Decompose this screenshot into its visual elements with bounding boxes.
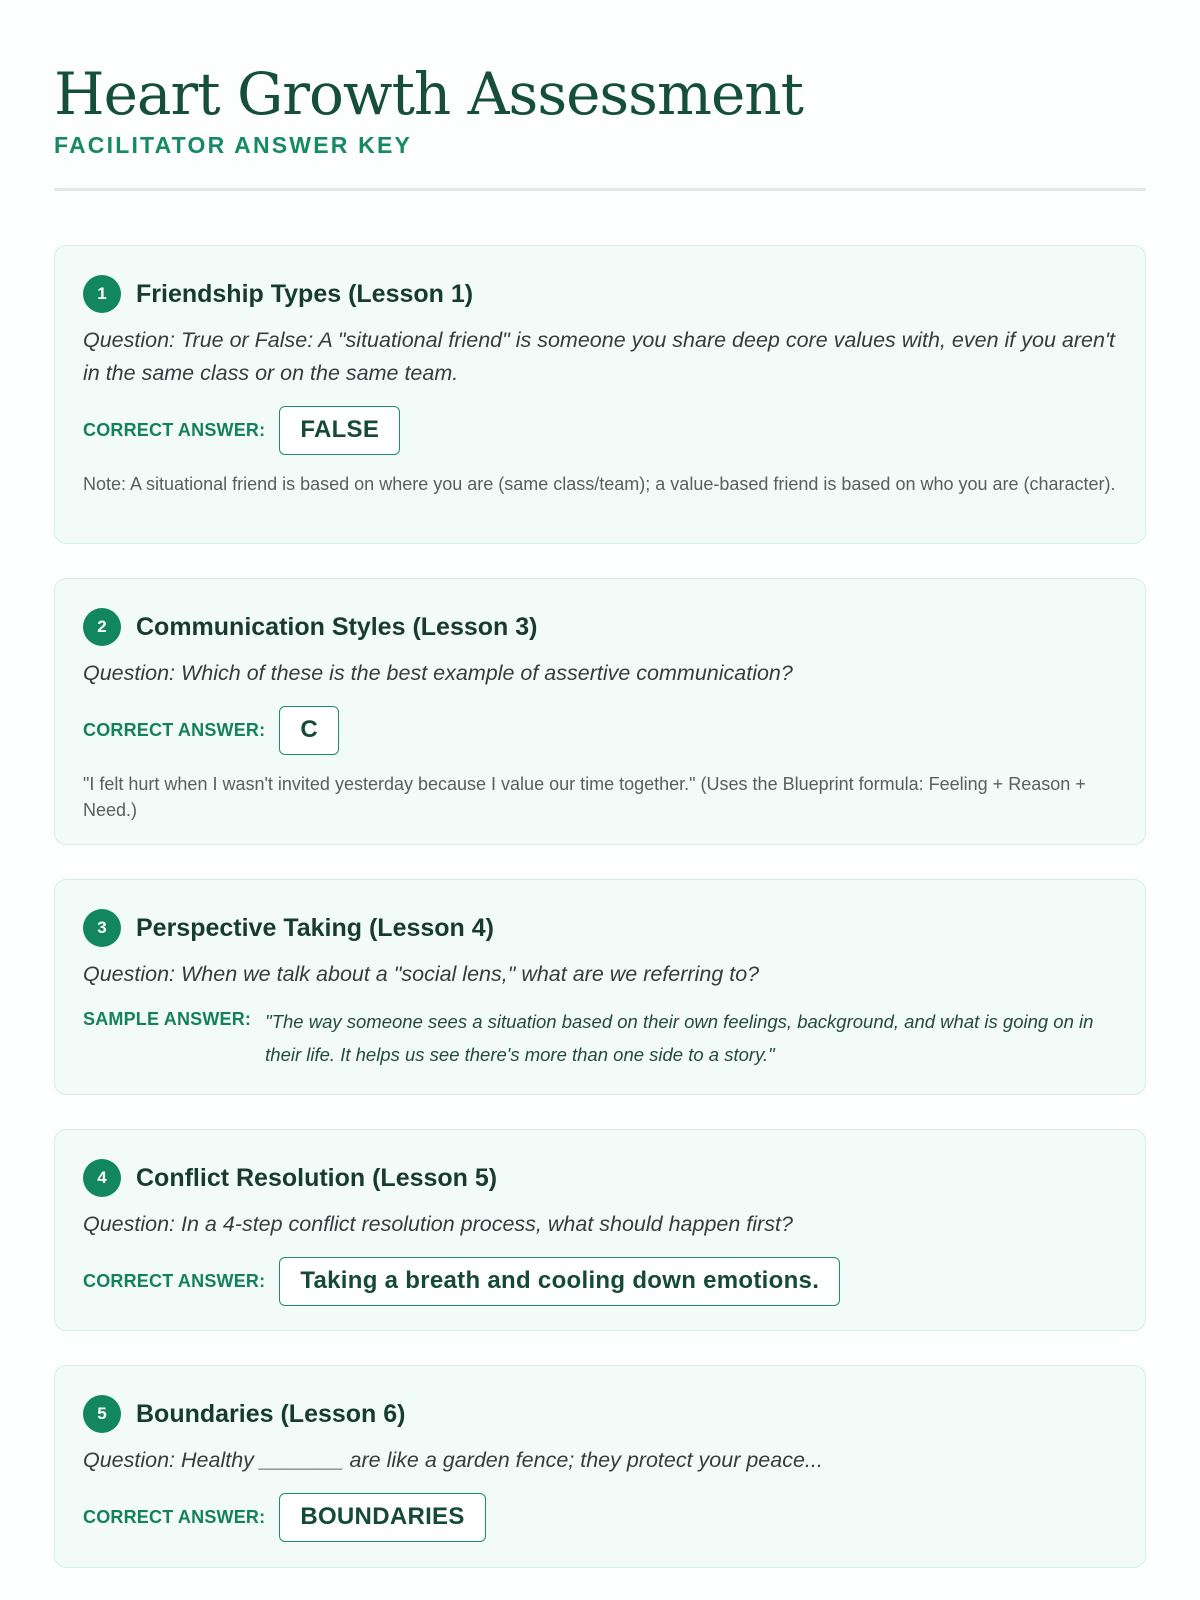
question-card-3 [54, 879, 1146, 1095]
card-title: Friendship Types (Lesson 1) [136, 279, 474, 308]
question-text: Question: Which of these is the best example of assertive communication? [83, 661, 793, 685]
card-header [83, 908, 1117, 948]
question-text: Question: In a 4-step conflict resolution process, what should happen first? [83, 1212, 793, 1236]
card-title: Perspective Taking (Lesson 4) [136, 913, 494, 942]
question-number-badge: 5 [83, 1395, 121, 1433]
answer-row [83, 406, 1117, 455]
answer-value: C [279, 706, 339, 755]
question-text: Question: True or False: A "situational friend" is someone you share deep core values with, even if you aren't in the same class or on the same team. [83, 328, 1115, 385]
card-header [83, 1394, 1117, 1434]
answer-note: "I felt hurt when I wasn't invited yesterday because I value our time together." (Uses the Blueprint formula: Feeling + Reason + Need.) [83, 774, 1086, 820]
answer-label: CORRECT ANSWER: [83, 720, 266, 740]
card-title: Boundaries (Lesson 6) [136, 1399, 406, 1428]
question-card-5 [54, 1365, 1146, 1568]
question-number-badge: 1 [83, 275, 121, 313]
question-number-badge: 4 [83, 1159, 121, 1197]
card-header [83, 607, 1117, 647]
sample-answer-row [83, 1005, 1117, 1071]
answer-label: CORRECT ANSWER: [83, 1271, 266, 1291]
answer-label: CORRECT ANSWER: [83, 420, 266, 440]
question-card-4 [54, 1129, 1146, 1331]
answer-value: FALSE [279, 406, 400, 455]
answer-note: Note: A situational friend is based on where you are (same class/team); a value-based friend is based on who you are (character). [83, 474, 1116, 494]
answer-value: Taking a breath and cooling down emotions. [279, 1257, 840, 1306]
answer-row [83, 1257, 1117, 1306]
question-list [54, 245, 1146, 1568]
page-title: Heart Growth Assessment [54, 60, 803, 128]
answer-label: CORRECT ANSWER: [83, 1507, 266, 1527]
sample-answer-text: "The way someone sees a situation based on their own feelings, background, and what is going on in their life. It helps us see there's more than one side to a story." [265, 1011, 1094, 1065]
answer-row [83, 706, 1117, 755]
page-header [54, 0, 1146, 191]
question-card-2 [54, 578, 1146, 845]
page-subtitle: FACILITATOR ANSWER KEY [54, 132, 413, 158]
card-title: Conflict Resolution (Lesson 5) [136, 1163, 498, 1192]
card-title: Communication Styles (Lesson 3) [136, 612, 538, 641]
card-header [83, 1158, 1117, 1198]
answer-label: SAMPLE ANSWER: [83, 1009, 252, 1029]
question-number-badge: 3 [83, 909, 121, 947]
question-text: Question: Healthy _______ are like a garden fence; they protect your peace... [83, 1448, 823, 1472]
answer-row [83, 1493, 1117, 1542]
question-text: Question: When we talk about a "social lens," what are we referring to? [83, 962, 760, 986]
answer-value: BOUNDARIES [279, 1493, 485, 1542]
question-card-1 [54, 245, 1146, 544]
header-divider [54, 188, 1146, 191]
card-header [83, 274, 1117, 314]
question-number-badge: 2 [83, 608, 121, 646]
